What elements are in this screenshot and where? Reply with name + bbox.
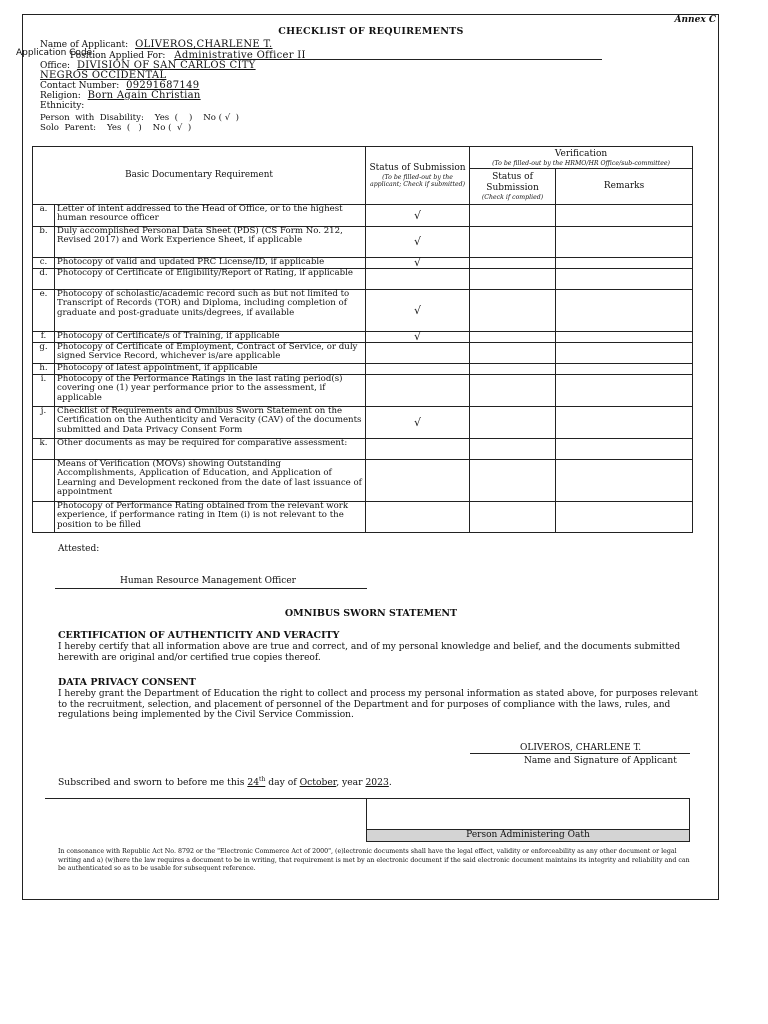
sworn-mid2: , year	[336, 777, 366, 789]
name-label: Name of Applicant:	[40, 40, 129, 50]
row-verification-status	[470, 227, 556, 258]
row-status-check	[366, 269, 470, 290]
row-status-check	[366, 439, 470, 460]
hrmo-signature-line	[55, 588, 367, 589]
row-verification-status	[470, 332, 556, 343]
religion-value: Born Again Christian	[87, 90, 201, 101]
position-value: Administrative Officer II	[174, 50, 306, 61]
table-row	[33, 269, 693, 290]
row-requirement-text: Letter of intent addressed to the Head of Office, or to the highest human resource officer	[55, 205, 366, 227]
table-row	[33, 290, 693, 332]
row-requirement-text: Photocopy of Performance Rating obtained from the relevant work experience, if performance rating in Item (i) is not relevant to the position to be filled	[55, 502, 366, 533]
row-remarks	[556, 364, 693, 375]
ethnicity-label: Ethnicity:	[40, 101, 85, 111]
sworn-day-number: 24	[247, 777, 260, 789]
contact-value: 09291687149	[126, 80, 200, 91]
row-requirement-text: Other documents as may be required for comparative assessment:	[55, 439, 366, 460]
table-row	[33, 439, 693, 460]
header-ver-status-note: (Check if complied)	[481, 194, 544, 201]
table-row	[33, 343, 693, 364]
sworn-year: 2023	[365, 777, 389, 789]
privacy-text: I hereby grant the Department of Education the right to collect and process my personal information as stated above, for purposes relevant to the recruitment, selection, and placement of personnel of the Department and for purposes of compliance with the laws, rules, and regulations being implemented by the Civil Service Commission.	[58, 689, 698, 721]
row-status-check	[366, 502, 470, 533]
row-requirement-text: Photocopy of scholastic/academic record such as but not limited to Transcript of Records (TOR) and Diploma, including completion of graduate and post-graduate units/degrees, if available	[55, 290, 366, 332]
position-label: Position Applied For:	[70, 51, 166, 61]
annex-label: Annex C	[674, 15, 716, 25]
sworn-mid1: day of	[265, 777, 300, 789]
sworn-end: .	[388, 777, 392, 789]
oath-label: Person Administering Oath	[367, 829, 689, 841]
row-verification-status	[470, 343, 556, 364]
sworn-separator	[45, 798, 367, 799]
header-status-note: (To be filled-out by the applicant; Check if submitted)	[370, 174, 466, 188]
table-row	[33, 407, 693, 439]
row-remarks	[556, 269, 693, 290]
table-row	[33, 227, 693, 258]
sworn-statement	[58, 776, 392, 788]
sworn-prefix: Subscribed and sworn to before me this	[58, 777, 248, 789]
row-requirement-text: Photocopy of the Performance Ratings in the last rating period(s) covering one (1) year performance prior to the assessment, if applicable	[55, 375, 366, 407]
signer-label: Name and Signature of Applicant	[524, 756, 677, 766]
row-remarks	[556, 227, 693, 258]
privacy-title: DATA PRIVACY CONSENT	[58, 677, 196, 688]
row-verification-status	[470, 205, 556, 227]
row-verification-status	[470, 502, 556, 533]
header-verification	[470, 147, 693, 169]
row-letter: c.	[33, 258, 55, 269]
header-verification-note: (To be filled-out by the HRMO/HR Office/sub-committee)	[492, 159, 670, 167]
signer-name: OLIVEROS, CHARLENE T.	[520, 743, 642, 753]
row-verification-status	[470, 364, 556, 375]
religion-label: Religion:	[40, 91, 81, 101]
row-requirement-text: Photocopy of latest appointment, if applicable	[55, 364, 366, 375]
row-verification-status	[470, 460, 556, 502]
table-row	[33, 205, 693, 227]
row-remarks	[556, 375, 693, 407]
row-status-check: √	[366, 407, 470, 439]
sworn-month: October	[299, 777, 337, 789]
row-status-check	[366, 375, 470, 407]
requirements-table	[32, 146, 693, 533]
table-row	[33, 258, 693, 269]
solo-parent-row: Solo Parent: Yes ( ) No ( √ )	[40, 123, 192, 133]
row-requirement-text: Means of Verification (MOVs) showing Outstanding Accomplishments, Application of Education, and Application of Learning and Development reckoned from the date of last issuance of appointment	[55, 460, 366, 502]
pwd-row: Person with Disability: Yes ( ) No ( √ )	[40, 113, 240, 123]
omnibus-title: OMNIBUS SWORN STATEMENT	[284, 608, 458, 619]
row-requirement-text: Photocopy of valid and updated PRC License/ID, if applicable	[55, 258, 366, 269]
row-requirement-text: Duly accomplished Personal Data Sheet (PDS) (CS Form No. 212, Revised 2017) and Work Experience Sheet, if applicable	[55, 227, 366, 258]
row-remarks	[556, 205, 693, 227]
table-row	[33, 364, 693, 375]
row-remarks	[556, 460, 693, 502]
table-row	[33, 332, 693, 343]
row-status-check: √	[366, 227, 470, 258]
row-letter: g.	[33, 343, 55, 364]
row-verification-status	[470, 290, 556, 332]
sworn-day	[247, 777, 265, 788]
office-label: Office:	[40, 61, 71, 71]
row-status-check	[366, 460, 470, 502]
row-status-check: √	[366, 332, 470, 343]
office-value-1: DIVISION OF SAN CARLOS CITY	[76, 60, 256, 71]
row-status-check	[366, 343, 470, 364]
page-title: CHECKLIST OF REQUIREMENTS	[278, 26, 464, 37]
row-letter: i.	[33, 375, 55, 407]
row-status-check: √	[366, 205, 470, 227]
row-remarks	[556, 332, 693, 343]
row-letter: b.	[33, 227, 55, 258]
table-row	[33, 460, 693, 502]
row-verification-status	[470, 375, 556, 407]
row-letter: h.	[33, 364, 55, 375]
row-remarks	[556, 407, 693, 439]
footnote: In consonance with Republic Act No. 8792 or the "Electronic Commerce Act of 2000", (e)lectronic documents shall have the legal effect, validity or enforceability as any other document or legal writing and a) (w)here the law requires a document to be in writing, that requirement is met by an electronic document if the said electronic document maintains its integrity and reliability and can be authenticated so as to be usable for subsequent reference.	[58, 848, 690, 872]
row-letter: a.	[33, 205, 55, 227]
row-status-check: √	[366, 258, 470, 269]
cav-text: I hereby certify that all information above are true and correct, and of my personal knowledge and belief, and the documents submitted herewith are original and/or certified true copies thereof.	[58, 642, 681, 663]
row-verification-status	[470, 258, 556, 269]
row-requirement-text: Photocopy of Certificate of Employment, Contract of Service, or duly signed Service Record, whichever is/are applicable	[55, 343, 366, 364]
oath-box	[366, 798, 690, 842]
attested-label: Attested:	[58, 544, 100, 554]
position-underline	[290, 59, 602, 60]
row-letter: k.	[33, 439, 55, 460]
row-requirement-text: Checklist of Requirements and Omnibus Sworn Statement on the Certification on the Authenticity and Veracity (CAV) of the documents submitted and Data Privacy Consent Form	[55, 407, 366, 439]
header-requirement: Basic Documentary Requirement	[33, 147, 366, 205]
row-remarks	[556, 343, 693, 364]
cav-title: CERTIFICATION OF AUTHENTICITY AND VERACITY	[58, 630, 340, 641]
sworn-day-suffix: th	[259, 776, 266, 783]
row-letter: j.	[33, 407, 55, 439]
row-letter: e.	[33, 290, 55, 332]
application-code-label: Application Code:	[16, 48, 96, 58]
header-verification-title: Verification	[554, 148, 608, 159]
office-value-2: NEGROS OCCIDENTAL	[40, 70, 167, 81]
row-verification-status	[470, 407, 556, 439]
row-remarks	[556, 290, 693, 332]
header-status-title: Status of Submission	[369, 163, 466, 173]
name-value: OLIVEROS,CHARLENE T.	[135, 39, 273, 50]
header-ver-status	[470, 169, 556, 205]
hrmo-label: Human Resource Management Officer	[120, 576, 296, 586]
row-requirement-text: Photocopy of Certificate of Eligibility/Report of Rating, if applicable	[55, 269, 366, 290]
row-status-check: √	[366, 290, 470, 332]
row-remarks	[556, 502, 693, 533]
row-letter: f.	[33, 332, 55, 343]
religion-row	[40, 91, 201, 101]
header-ver-status-title: Status of Submission	[486, 172, 539, 193]
contact-label: Contact Number:	[40, 81, 120, 91]
row-remarks	[556, 439, 693, 460]
row-status-check	[366, 364, 470, 375]
row-letter: d.	[33, 269, 55, 290]
table-header-row-1	[33, 147, 693, 169]
signer-line	[470, 753, 690, 754]
table-row	[33, 502, 693, 533]
header-status	[366, 147, 470, 205]
row-verification-status	[470, 439, 556, 460]
header-remarks: Remarks	[556, 169, 693, 205]
row-remarks	[556, 258, 693, 269]
row-verification-status	[470, 269, 556, 290]
row-letter	[33, 502, 55, 533]
row-letter	[33, 460, 55, 502]
row-requirement-text: Photocopy of Certificate/s of Training, if applicable	[55, 332, 366, 343]
table-row	[33, 375, 693, 407]
